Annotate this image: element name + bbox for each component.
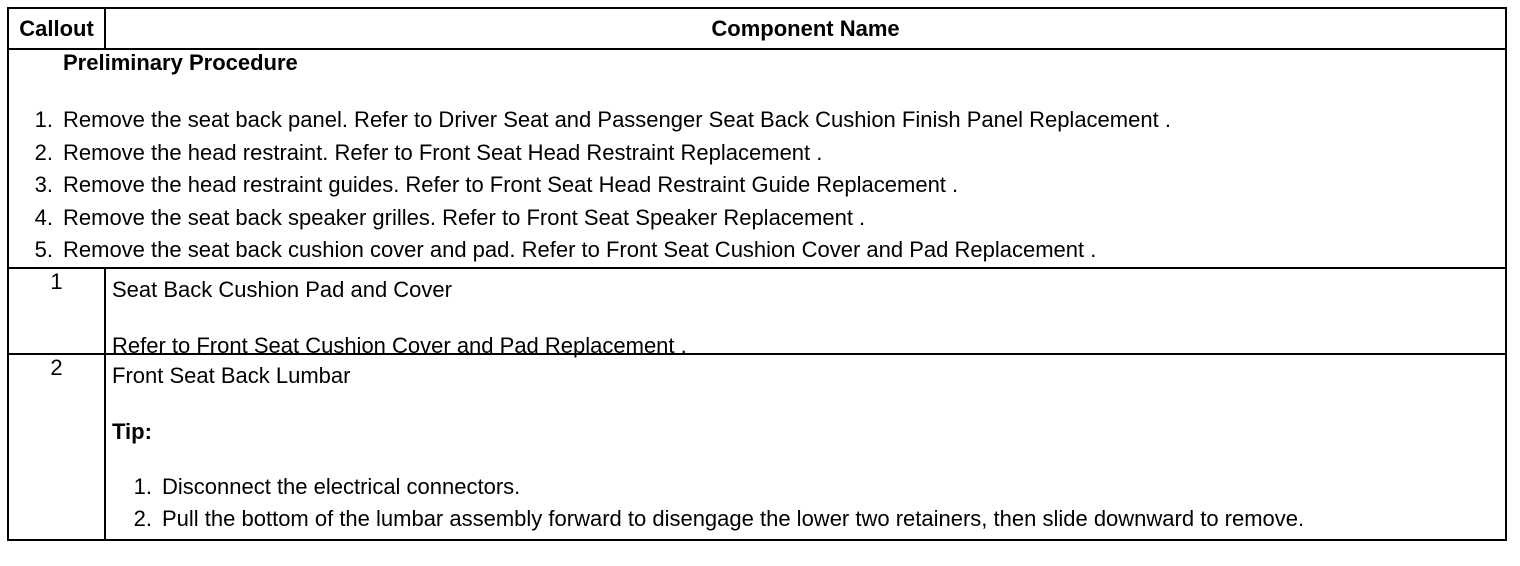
- tip-number: 2.: [133, 506, 152, 531]
- component-name-header: Component Name: [105, 8, 1506, 49]
- callout-cell: 2: [8, 354, 105, 540]
- step-text: Remove the seat back cushion cover and pad. Refer to Front Seat Cushion Cover and Pad Replacement .: [63, 237, 1097, 262]
- preliminary-step: [9, 104, 1505, 137]
- callout-cell: 1: [8, 268, 105, 354]
- header-row: [8, 8, 1506, 49]
- component-cell: [105, 354, 1506, 540]
- step-number: 5.: [34, 237, 53, 262]
- preliminary-step: [9, 234, 1505, 267]
- step-text: Remove the seat back panel. Refer to Driver Seat and Passenger Seat Back Cushion Finish Panel Replacement .: [63, 107, 1171, 132]
- step-number: 3.: [34, 172, 53, 197]
- preliminary-title: Preliminary Procedure: [63, 50, 298, 75]
- table-row: [8, 268, 1506, 354]
- tip-step: [112, 503, 1499, 536]
- table-row: [8, 354, 1506, 540]
- component-name: Front Seat Back Lumbar: [112, 362, 351, 388]
- step-text: Remove the seat back speaker grilles. Refer to Front Seat Speaker Replacement .: [63, 204, 866, 230]
- preliminary-row: [8, 49, 1506, 268]
- component-table: [7, 7, 1507, 541]
- tip-label: Tip:: [112, 418, 152, 444]
- preliminary-step: [9, 137, 1505, 170]
- tip-text: Pull the bottom of the lumbar assembly forward to disengage the lower two retainers, then slide downward to remove.: [162, 506, 1305, 531]
- preliminary-step: [9, 169, 1505, 202]
- tip-number: 1.: [133, 473, 152, 499]
- component-name: Seat Back Cushion Pad and Cover: [112, 276, 452, 302]
- component-cell: [105, 268, 1506, 358]
- callout-header: Callout: [8, 8, 105, 49]
- step-text: Remove the head restraint. Refer to Front Seat Head Restraint Replacement .: [63, 139, 823, 165]
- tip-step: [112, 471, 1499, 504]
- step-number: 2.: [34, 139, 53, 165]
- step-number: 4.: [34, 204, 53, 230]
- step-number: 1.: [34, 107, 53, 132]
- tip-text: Disconnect the electrical connectors.: [162, 473, 521, 499]
- preliminary-steps: [9, 104, 1505, 267]
- component-reference: Refer to Front Seat Cushion Cover and Pad Replacement .: [112, 332, 687, 358]
- preliminary-step: [9, 202, 1505, 235]
- tip-steps: [112, 471, 1499, 536]
- step-text: Remove the head restraint guides. Refer to Front Seat Head Restraint Guide Replacement .: [63, 172, 959, 197]
- preliminary-cell: [8, 49, 1506, 268]
